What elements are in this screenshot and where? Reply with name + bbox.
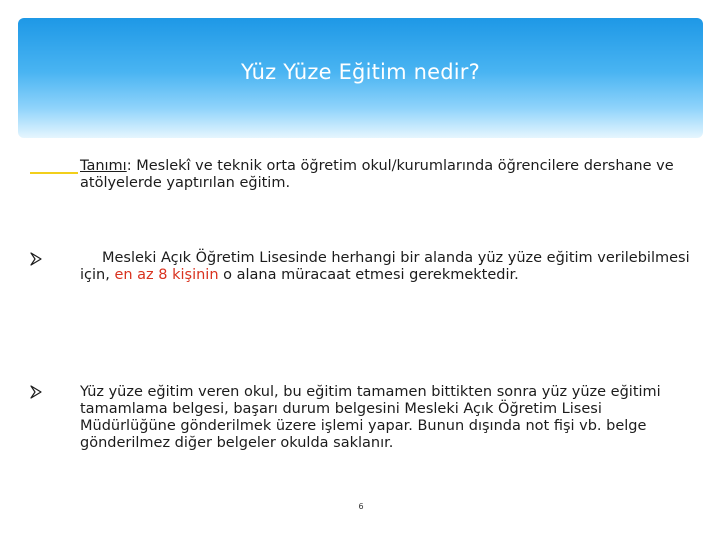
bullet-1-highlight: en az 8 kişinin	[114, 267, 219, 283]
bullet-1-text-start: Mesleki Açık Öğretim Lisesinde herhangi bir alanda yüz yüze eğitim verilebilmesi için,	[80, 250, 690, 283]
bullet-1-text-end: o alana müracaat etmesi gerekmektedir.	[218, 267, 519, 283]
arrowhead-bullet-icon	[30, 252, 42, 266]
arrowhead-bullet-icon	[30, 385, 42, 399]
definition-text: : Meslekî ve teknik orta öğretim okul/kurumlarında öğrencilere dershane ve atölyelerde yaptırılan eğitim.	[80, 158, 674, 191]
accent-line	[30, 172, 78, 174]
definition-label: Tanımı	[80, 158, 127, 174]
slide-title: Yüz Yüze Eğitim nedir?	[241, 60, 480, 84]
page-number: 6	[358, 502, 364, 511]
bullet-item-1	[80, 250, 690, 284]
definition-paragraph	[80, 158, 690, 192]
bullet-item-2: Yüz yüze eğitim veren okul, bu eğitim tamamen bittikten sonra yüz yüze eğitimi tamamlama belgesi, başarı durum belgesini Mesleki Açık Öğretim Lisesi Müdürlüğüne gönderilmek üzere işlemi yapar. Bunun dışında not fişi vb. belge gönderilmez diğer belgeler okulda saklanır.	[80, 384, 661, 451]
